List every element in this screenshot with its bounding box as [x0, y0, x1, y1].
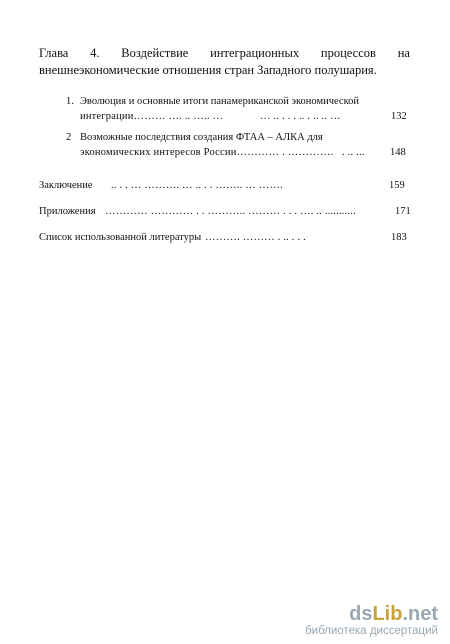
page-number: 132	[391, 110, 407, 122]
page-number: 148	[390, 146, 406, 158]
entry-label: Приложения	[39, 206, 96, 217]
dslib-watermark	[305, 603, 438, 638]
toc-section-2[interactable]	[66, 131, 416, 161]
chapter-word: на	[397, 46, 410, 60]
page-number: 171	[395, 206, 411, 217]
toc-entry-appendices[interactable]	[39, 206, 419, 222]
leader-dots: ………… ………… . . ……….. ……… . . . …. .. ...........	[105, 206, 356, 217]
chapter-heading-line-1	[39, 45, 410, 62]
chapter-word: Воздействие	[121, 46, 189, 60]
entry-label: Заключение	[39, 180, 93, 191]
chapter-word: Глава	[39, 46, 69, 60]
leader-dots: .. . . … ………. … .. . . …….. … …….	[111, 180, 283, 191]
section-title-line-2: экономических интересов России………… . ………….	[80, 146, 334, 158]
page-number: 159	[389, 180, 405, 191]
toc-section-1[interactable]	[66, 95, 416, 125]
toc-entry-bibliography[interactable]	[39, 232, 419, 248]
page-number: 183	[391, 232, 407, 243]
entry-label: Список использованной литературы	[39, 232, 202, 243]
section-number: 1.	[66, 96, 74, 107]
leader-dots: ………. ……… . .. . . .	[205, 232, 306, 243]
leader-dots: . .. ...	[342, 146, 365, 158]
chapter-word: 4.	[90, 46, 100, 60]
dslib-logo	[305, 603, 438, 625]
logo-ds: ds	[349, 603, 373, 625]
chapter-heading-line-2: внешнеэкономические отношения стран Западного полушария.	[39, 63, 377, 77]
chapter-word: интеграционных	[210, 46, 300, 60]
section-number: 2	[66, 132, 72, 143]
section-title-line-2: интеграции……… …. .. ….. …	[80, 110, 224, 122]
chapter-heading	[39, 45, 410, 79]
logo-lib: Lib	[372, 603, 403, 625]
section-title-line-1: Возможные последствия создания ФТАА – АЛКА для	[80, 132, 323, 143]
toc-entry-conclusion[interactable]	[39, 180, 419, 196]
section-title-line-1: Эволюция и основные итоги панамериканской экономической	[80, 96, 360, 107]
logo-subtitle: библиотека диссертаций	[305, 625, 438, 637]
logo-net: .net	[402, 603, 438, 625]
chapter-word: процессов	[320, 46, 376, 60]
leader-dots: … .. . . . .. . .. .. …	[260, 110, 341, 122]
